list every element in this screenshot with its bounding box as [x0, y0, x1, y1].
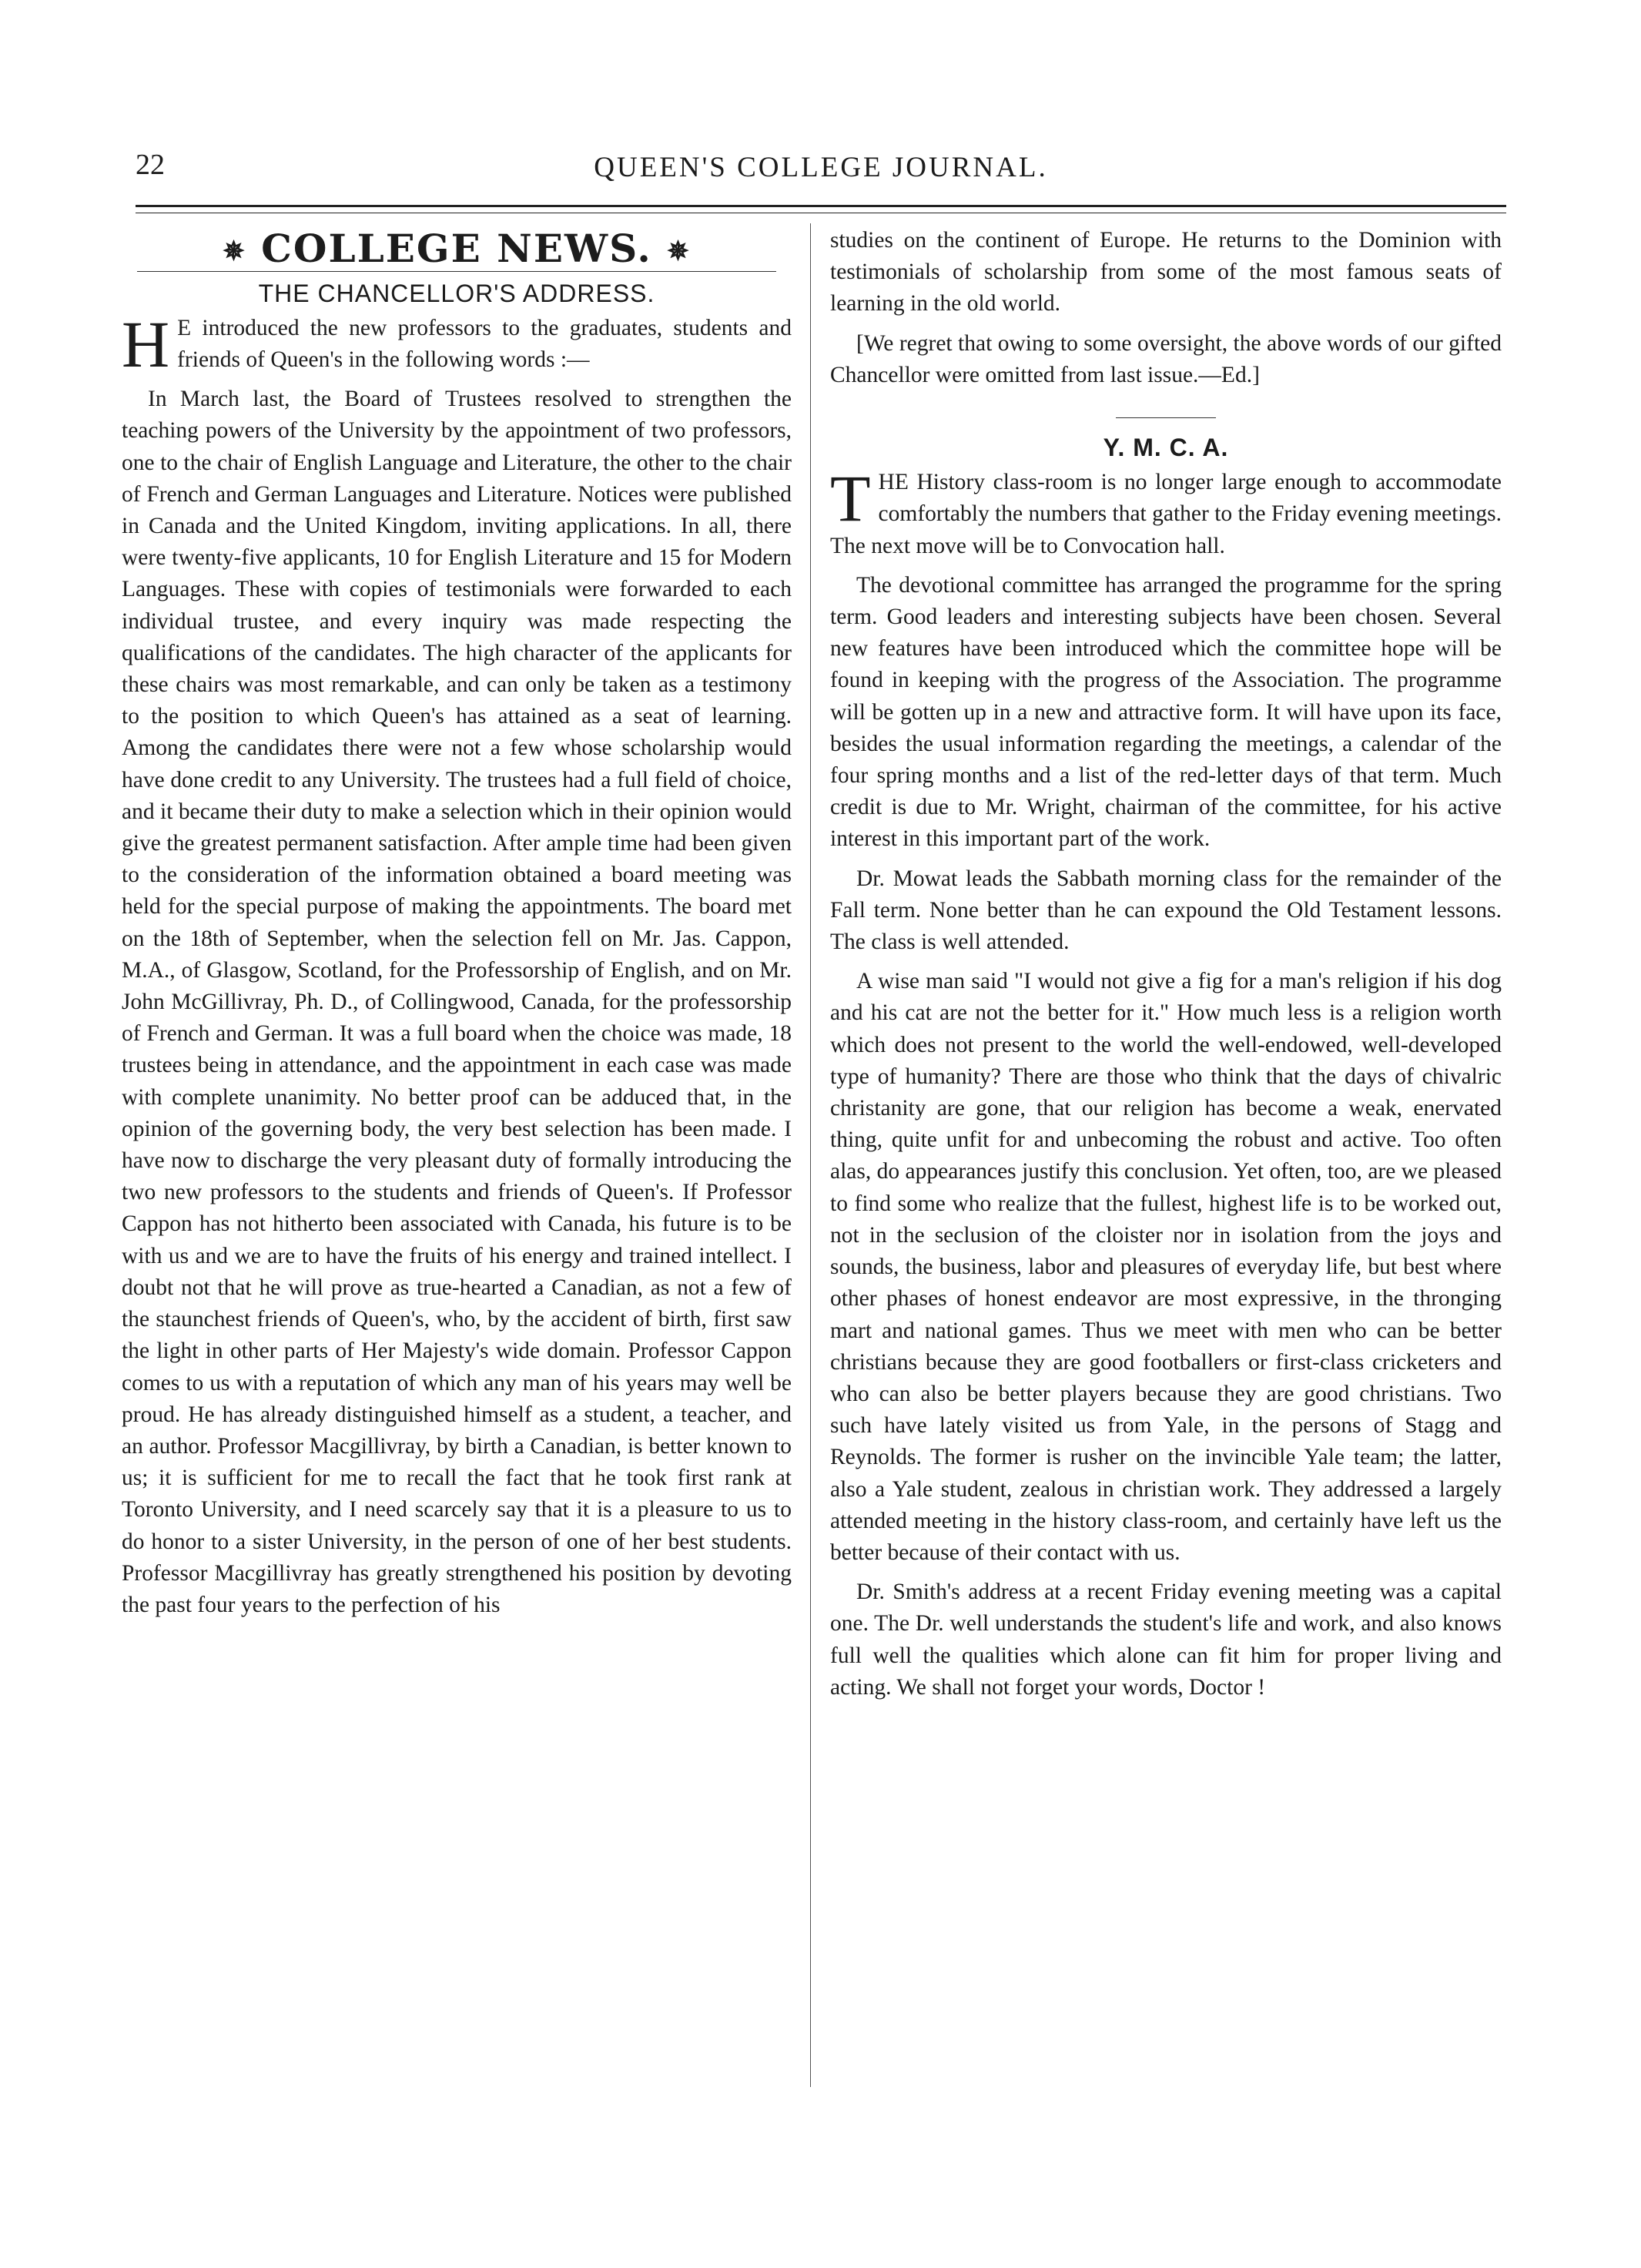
ymca-paragraph-3: Dr. Mowat leads the Sabbath morning class for the remainder of the Fall term. None better than he can expound the Old Testament lessons. The class is well attended.: [830, 866, 1502, 955]
intro-text: E introduced the new professors to the graduates, students and friends of Queen's in the following words :—: [177, 315, 792, 372]
article-title-chancellor: THE CHANCELLOR'S ADDRESS.: [258, 279, 655, 307]
journal-title: QUEEN'S COLLEGE JOURNAL.: [594, 152, 1048, 183]
continuation-paragraph: studies on the continent of Europe. He returns to the Dominion with testimonials of scholarship from some of the most famous seats of learning in the old world.: [830, 228, 1502, 317]
intro-paragraph: [122, 307, 792, 381]
section-heading: [122, 226, 792, 271]
right-column: [830, 225, 1502, 1711]
page-header: [136, 148, 1506, 194]
dropcap-t: T: [830, 461, 871, 536]
ymca-paragraph-5: Dr. Smith's address at a recent Friday evening meeting was a capital one. The Dr. well understands the student's life and work, and also knows full well the qualities which alone can fit him for proper living and acting. We shall not forget your words, Doctor !: [830, 1580, 1502, 1700]
dropcap-h: H: [122, 307, 170, 381]
editor-note: [We regret that owing to some oversight, the above words of our gifted Chancellor were omitted from last issue.—Ed.]: [830, 330, 1502, 387]
ymca-paragraph-1: [830, 461, 1502, 562]
ymca-paragraph-2: The devotional committee has arranged the programme for the spring term. Good leaders and interesting subjects have been chosen. Several new features have been introduced which the committee hope will be found in keeping with the progress of the Association. The programme will be gotten up in a new and attractive form. It will have upon its face, besides the usual information regarding the meetings, a calendar of the four spring months and a list of the red-letter days of that term. Much credit is due to Mr. Wright, chairman of the committee, for his active interest in this important part of the work.: [830, 572, 1502, 852]
page-number: 22: [136, 149, 165, 181]
article-title-ymca: Y. M. C. A.: [1103, 434, 1229, 462]
header-rule: [136, 205, 1506, 207]
ornament-right-icon: ✵: [667, 236, 691, 267]
article-separator: [1116, 417, 1216, 418]
column-divider: [810, 223, 811, 2087]
ymca-paragraph-1-text: HE History class-room is no longer large enough to accommodate comfortably the numbers that gather to the Friday evening meetings. The next move will be to Convocation hall.: [830, 470, 1502, 558]
ymca-paragraph-4: A wise man said "I would not give a fig for a man's religion if his dog and his cat are not the better for it." How much less is a religion worth which does not present to the world the well-endowed, well-developed type of humanity? There are those who think that the days of chivalric christanity are gone, that our religion has become a weak, enervated thing, quite unfit for and unbecoming the robust and active. Too often alas, do appearances justify this conclusion. Yet often, too, are we pleased to find some who realize that the fullest, highest life is to be worked out, not in the seclusion of the cloister nor in isolation from the joys and sounds, the business, labor and pleasures of everyday life, but best where other phases of honest endeavor are most expressive, in the thronging mart and national games. Thus we meet with men who can be better christians because they are good footballers or first-class cricketers and who can also be better players because they are good christians. Two such have lately visited us from Yale, in the persons of Stagg and Reynolds. The former is rusher on the invincible Yale team; the latter, also a Yale student, zealous in christian work. They addressed a largely attended meeting in the history class-room, and certainly have left us the better because of their contact with us.: [830, 969, 1502, 1565]
ornament-left-icon: ✵: [223, 236, 246, 267]
chancellor-paragraph: In March last, the Board of Trustees resolved to strengthen the teaching powers of the University by the appointment of two professors, one to the chair of English Language and Literature, the other to the chair of French and German Languages and Literature. Notices were published in Canada and the United Kingdom, inviting applications. In all, there were twenty-five applicants, 10 for English Literature and 15 for Modern Languages. These with copies of testimonials were forwarded to each individual trustee, and every inquiry was made respecting the qualifications of the candidates. The high character of the applicants for these chairs was most remarkable, and can only be taken as a testimony to the position to which Queen's has attained as a seat of learning. Among the candidates there were not a few whose scholarship would have done credit to any University. The trustees had a full field of choice, and it became their duty to make a selection which in their opinion would give the greatest permanent satisfaction. After ample time had been given to the consideration of the information obtained a board meeting was held for the special purpose of making the appointments. The board met on the 18th of September, when the selection fell on Mr. Jas. Cappon, M.A., of Glasgow, Scotland, for the Professorship of English, and on Mr. John McGillivray, Ph. D., of Collingwood, Canada, for the professorship of French and German. It was a full board when the choice was made, 18 trustees being in attendance, and the appointment in each case was made with complete unanimity. No better proof can be adduced that, in the opinion of the governing body, the very best selection has been made. I have now to discharge the very pleasant duty of formally introducing the two new professors to the students and friends of Queen's. If Professor Cappon has not hitherto been associated with Canada, his future is to be with us and we are to have the fruits of his energy and trained intellect. I doubt not that he will prove as true-hearted a Canadian, as not a few of the staunchest friends of Queen's, who, by the accident of birth, first saw the light in other parts of Her Majesty's wide domain. Professor Cappon comes to us with a reputation of which any man of his years may well be proud. He has already distinguished himself as a student, a teacher, and an author. Professor Macgillivray, by birth a Canadian, is better known to us; it is sufficient for me to recall the fact that he took first rank at Toronto University, and I need scarcely say that it is a pleasure to us to do honor to a sister University, in the person of one of her best students. Professor Macgillivray has greatly strengthened his position by devoting the past four years to the perfection of his: [122, 387, 792, 1617]
left-column: [122, 225, 792, 1629]
section-heading-text: COLLEGE NEWS.: [261, 226, 652, 271]
